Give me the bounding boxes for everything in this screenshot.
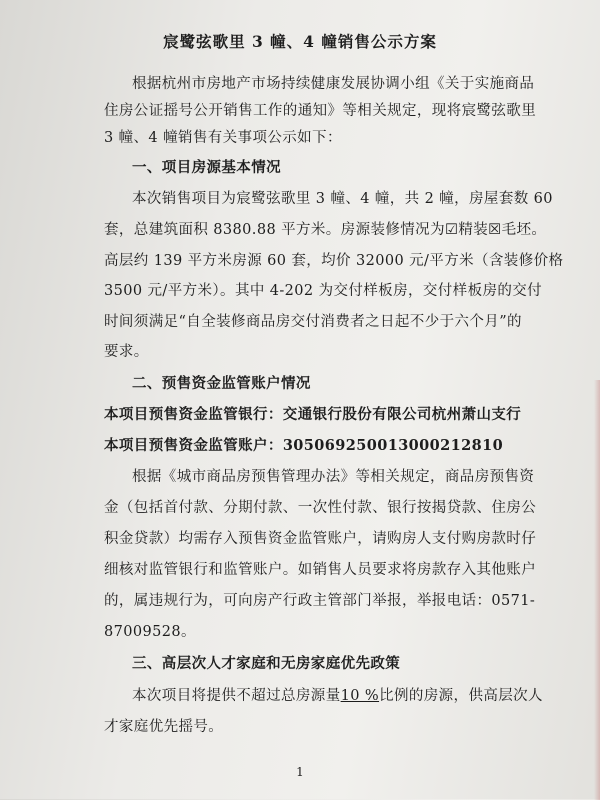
page-edge-shadow <box>594 380 600 800</box>
allocation-percentage: 10 % <box>340 688 380 704</box>
supervision-account-line <box>104 434 503 455</box>
section-2-line: 积金贷款）均需存入预售资金监管账户，请购房人支付购房款时仔 <box>104 531 537 547</box>
section-3-line-1 <box>132 684 543 705</box>
section-1-line: 高层约 139 平方米房源 60 套，均价 32000 元/平方米（含装修价格 <box>104 253 564 269</box>
supervision-bank-line: 本项目预售资金监管银行：交通银行股份有限公司杭州萧山支行 <box>104 406 522 423</box>
section-1-line: 本次销售项目为宸鹭弦歌里 3 幢、4 幢，共 2 幢，房屋套数 60 <box>132 191 553 207</box>
section-2-line: 金（包括首付款、分期付款、一次性付款、银行按揭贷款、住房公 <box>104 500 537 516</box>
section-1-line: 要求。 <box>104 344 149 360</box>
section-2-heading: 二、预售资金监管账户情况 <box>132 375 311 392</box>
account-number: 305069250013000212810 <box>282 437 504 454</box>
intro-line-2: 住房公证摇号公开销售工作的通知》等相关规定，现将宸鹭弦歌里 <box>104 103 537 119</box>
section-1-line: 时间须满足“自全装修商品房交付消费者之日起不少于六个月”的 <box>104 314 522 330</box>
account-label: 本项目预售资金监管账户： <box>104 437 283 454</box>
section-1-heading: 一、项目房源基本情况 <box>132 159 281 176</box>
section-2-line: 细核对监管银行和监管账户。如销售人员要求将房款存入其他账户 <box>104 562 537 578</box>
document-title: 宸鹭弦歌里 3 幢、4 幢销售公示方案 <box>163 32 437 51</box>
section-2-line: 的，属违规行为，可向房产行政主管部门举报，举报电话：0571- <box>104 593 536 609</box>
section-3-heading: 三、高层次人才家庭和无房家庭优先政策 <box>132 655 401 672</box>
section-3-line-2: 才家庭优先摇号。 <box>104 719 224 735</box>
section-1-line: 套，总建筑面积 8380.88 平方米。房源装修情况为☑精装☒毛坯。 <box>104 222 547 238</box>
section-2-line: 87009528。 <box>104 624 196 640</box>
intro-line-1: 根据杭州市房地产市场持续健康发展协调小组《关于实施商品 <box>132 76 535 92</box>
section-3-line-1-suffix: 比例的房源，供高层次人 <box>379 688 543 704</box>
section-1-line: 3500 元/平方米）。其中 4-202 为交付样板房，交付样板房的交付 <box>104 283 543 299</box>
page-number: 1 <box>296 765 304 779</box>
section-3-line-1-prefix: 本次项目将提供不超过总房源量 <box>132 688 341 704</box>
intro-line-3: 3 幢、4 幢销售有关事项公示如下： <box>104 130 342 146</box>
section-2-line: 根据《城市商品房预售管理办法》等相关规定，商品房预售资 <box>132 469 535 485</box>
